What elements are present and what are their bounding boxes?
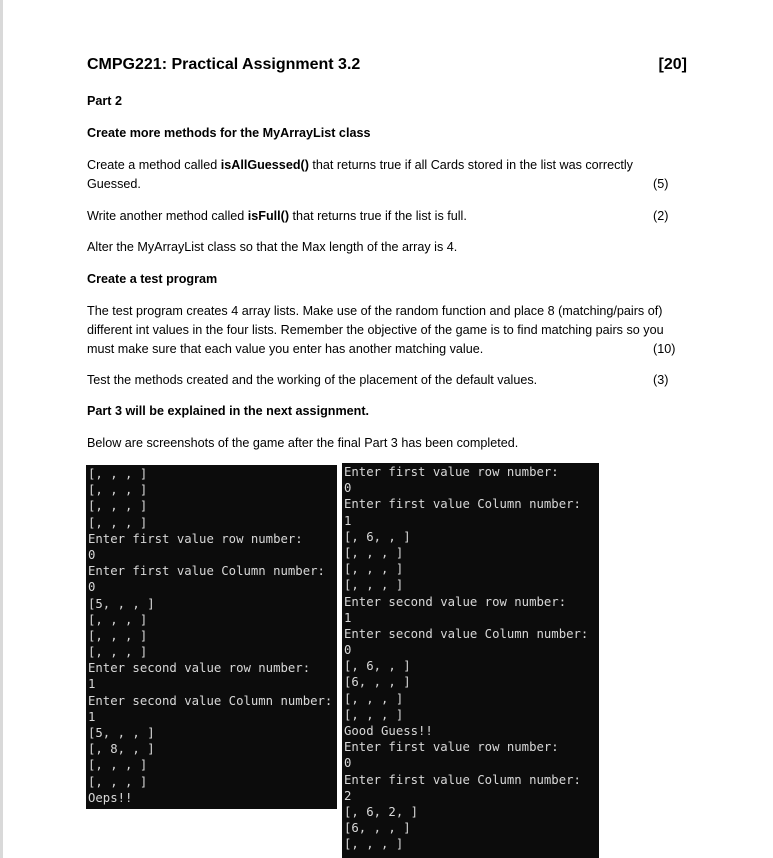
console-line: 0: [88, 580, 96, 595]
console-line: [5, , , ]: [88, 596, 155, 611]
console-line: Enter second value row number:: [344, 594, 567, 609]
console-line: Enter first value row number:: [344, 465, 559, 479]
console-line: [, , , ]: [88, 628, 148, 643]
console-line: [, , , ]: [88, 467, 148, 481]
title-row: [87, 56, 687, 78]
p4-line3: must make sure that each value you enter has another matching value.: [87, 342, 484, 356]
console-line: 2: [344, 788, 352, 803]
p2-pre: Write another method called: [87, 209, 248, 223]
console-line: [, , , ]: [344, 691, 404, 706]
console-line: [, , , ]: [344, 578, 404, 593]
console-line: [, , , ]: [88, 645, 148, 660]
console-line: 0: [344, 643, 352, 658]
console-line: [, 6, , ]: [344, 529, 411, 544]
total-marks: [20]: [658, 56, 687, 73]
paragraph-test-methods: Test the methods created and the working of the placement of the default values.: [87, 373, 538, 387]
console-line: Enter first value Column number:: [344, 497, 581, 512]
console-line: 1: [344, 610, 352, 625]
p1-post: that returns true if all Cards stored in the list was correctly: [308, 158, 633, 172]
console-screenshot-right: [342, 463, 599, 858]
p2-post: that returns true if the list is full.: [289, 209, 467, 223]
console-line: 1: [88, 709, 96, 724]
console-line: [, , , ]: [344, 545, 404, 560]
p2-marks: (2): [653, 209, 669, 223]
part2-heading: Part 2: [87, 94, 123, 108]
screenshots-intro: Below are screenshots of the game after the final Part 3 has been completed.: [87, 436, 519, 450]
p4-marks: (10): [653, 342, 676, 356]
console-line: Oeps!!: [88, 790, 133, 805]
p5-marks: (3): [653, 373, 669, 387]
p4-line1: The test program creates 4 array lists. Make use of the random function and place 8 (matching/pairs of): [87, 304, 663, 318]
console-line: 0: [344, 756, 352, 771]
console-line: Enter second value Column number:: [344, 626, 589, 641]
console-line: [, , , ]: [88, 758, 148, 773]
console-line: [, , , ]: [88, 515, 148, 530]
console-line: 1: [88, 677, 96, 692]
console-line: Good Guess!!: [344, 724, 433, 738]
console-line: [, , , ]: [88, 483, 148, 498]
methods-heading: Create more methods for the MyArrayList class: [87, 126, 371, 140]
console-screenshot-left: [86, 465, 337, 809]
console-line: [, 6, 2, ]: [344, 804, 419, 819]
console-line: Enter first value row number:: [344, 740, 559, 755]
console-line: [, , , ]: [344, 837, 404, 852]
paragraph-isallguessed: [87, 156, 633, 175]
console-line: [6, , , ]: [344, 821, 411, 836]
page-edge-rule: [0, 0, 3, 858]
p4-line2: different int values in the four lists. Remember the objective of the game is to find matching pairs so you: [87, 323, 664, 337]
console-line: [, , , ]: [88, 774, 148, 789]
console-line: Enter first value row number:: [88, 531, 303, 546]
p1-line2: Guessed.: [87, 177, 141, 191]
console-line: [5, , , ]: [88, 726, 155, 740]
paragraph-isfull: [87, 207, 467, 226]
test-heading: Create a test program: [87, 272, 218, 286]
console-line: Enter first value Column number:: [88, 564, 325, 579]
console-line: [6, , , ]: [344, 675, 411, 690]
console-line: [, , , ]: [88, 612, 148, 627]
console-line: [, , , ]: [344, 562, 404, 577]
console-line: [, , , ]: [88, 499, 148, 514]
console-line: Enter first value Column number:: [344, 772, 581, 787]
console-line: Enter second value row number:: [88, 661, 311, 676]
page-title: CMPG221: Practical Assignment 3.2: [87, 56, 361, 73]
console-line: [, 6, , ]: [344, 659, 411, 674]
paragraph-max-length: Alter the MyArrayList class so that the Max length of the array is 4.: [87, 240, 458, 254]
console-line: 0: [88, 547, 96, 562]
part3-note: Part 3 will be explained in the next assignment.: [87, 404, 370, 418]
p1-marks: (5): [653, 177, 669, 191]
console-line: [, 8, , ]: [88, 742, 155, 757]
p1-method: isAllGuessed(): [220, 158, 309, 172]
console-line: 1: [344, 513, 352, 528]
console-line: 0: [344, 481, 352, 496]
console-line: [, , , ]: [344, 707, 404, 722]
p1-pre: Create a method called: [87, 158, 221, 172]
console-line: Enter second value Column number:: [88, 693, 333, 708]
p2-method: isFull(): [247, 209, 290, 223]
